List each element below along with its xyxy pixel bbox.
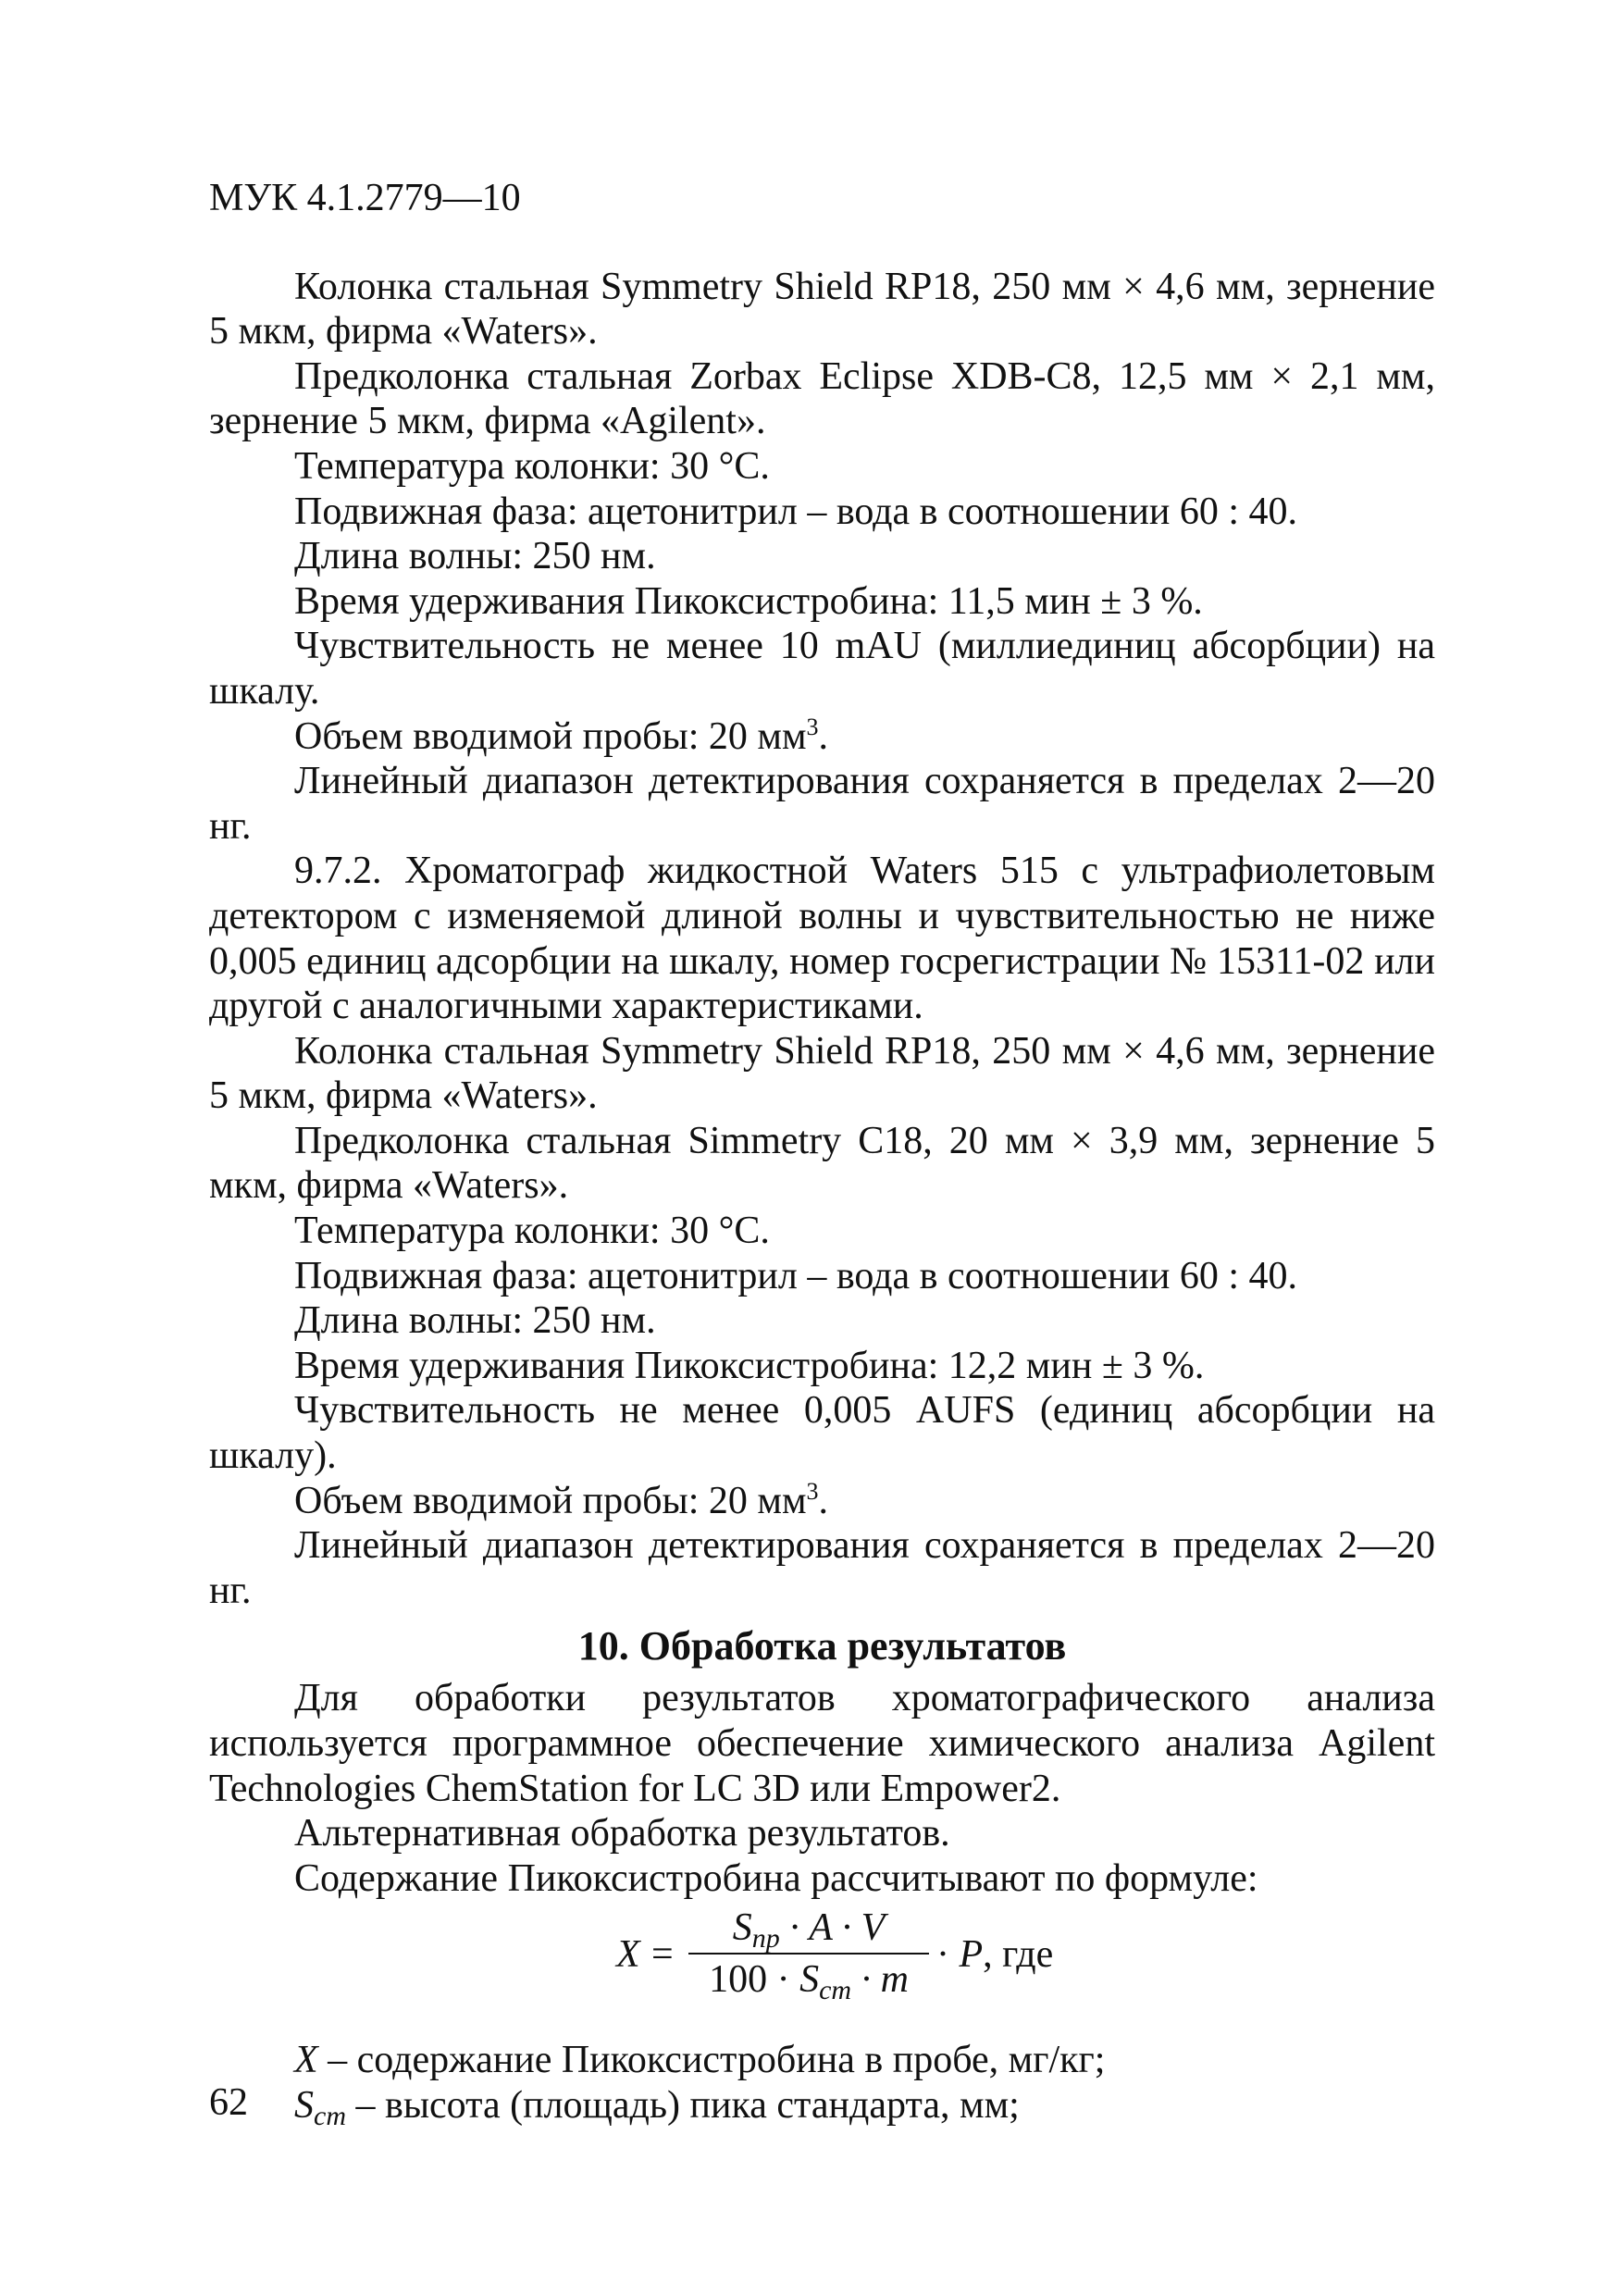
volume-1-period: . xyxy=(818,714,829,758)
volume-2-sup: 3 xyxy=(806,1477,819,1505)
volume-2-text: Объем вводимой пробы: 20 мм xyxy=(294,1479,807,1522)
definition-s-text: – высота (площадь) пика стандарта, мм; xyxy=(345,2083,1020,2127)
paragraph-software: Для обработки результатов хроматографического анализа используется программное обеспечение химического анализа Agilent Technologies ChemStation for LC 3D или Empower2. xyxy=(209,1677,1435,1810)
formula-fraction-bar xyxy=(688,1953,929,1955)
formula-tail-dot: · xyxy=(936,1933,960,1977)
paragraph-alternative: Альтернативная обработка результатов. xyxy=(294,1812,950,1855)
paragraph-sensitivity-2: Чувствительность не менее 0,005 AUFS (единиц абсорбции на шкалу). xyxy=(209,1389,1435,1478)
paragraph-formula-intro: Содержание Пикоксистробина рассчитывают по формуле: xyxy=(294,1856,1258,1900)
paragraph-temperature-2: Температура колонки: 30 °С. xyxy=(294,1210,770,1253)
formula-equals: = xyxy=(651,1933,674,1977)
formula-tail-p: P xyxy=(959,1933,984,1977)
formula-denominator xyxy=(688,1956,929,2006)
paragraph-retention-2: Время удерживания Пикоксистробина: 12,2 мин ± 3 %. xyxy=(294,1344,1205,1387)
formula-tail xyxy=(936,1932,1053,1978)
paragraph-column-1: Колонка стальная Symmetry Shield RP18, 250 мм × 4,6 мм, зернение 5 мкм, фирма «Waters». xyxy=(209,265,1435,354)
definition-s-st xyxy=(209,2083,1435,2131)
paragraph-chromatograph: 9.7.2. Хроматограф жидкостной Waters 515 с ультрафиолетовым детектором с изменяемой длиной волны и чувствительностью не ниже 0,005 единиц адсорбции на шкалу, номер госрегистрации № 15311-02 или другой с аналогичными характеристиками. xyxy=(209,850,1435,1028)
paragraph-wavelength-2: Длина волны: 250 нм. xyxy=(294,1299,656,1343)
paragraph-volume-1 xyxy=(209,714,1435,760)
definition-x-symbol: X xyxy=(294,2039,318,2082)
formula-den-pre: 100 · xyxy=(709,1958,800,2002)
paragraph-wavelength-1: Длина волны: 250 нм. xyxy=(294,535,656,578)
paragraph-temperature-1: Температура колонки: 30 °С. xyxy=(294,444,770,488)
paragraph-mobile-phase-2: Подвижная фаза: ацетонитрил – вода в соотношении 60 : 40. xyxy=(294,1254,1298,1297)
volume-1-sup: 3 xyxy=(806,713,819,740)
definition-x-text: – содержание Пикоксистробина в пробе, мг/кг; xyxy=(317,2039,1106,2082)
section-heading: 10. Обработка результатов xyxy=(577,1623,1067,1669)
definition-s-symbol: S xyxy=(294,2083,314,2127)
formula-den-rest: · m xyxy=(851,1958,909,2002)
formula-num-s: S xyxy=(732,1906,752,1950)
formula-den-s: S xyxy=(799,1958,820,2002)
formula-num-sub: пр xyxy=(751,1923,780,1955)
page-number: 62 xyxy=(209,2081,248,2124)
paragraph-volume-2 xyxy=(209,1479,1435,1524)
paragraph-precolumn-1: Предколонка стальная Zorbax Eclipse XDB-C8, 12,5 мм × 2,1 мм, зернение 5 мкм, фирма «Agilent». xyxy=(209,354,1435,443)
formula-num-rest: · A · V xyxy=(779,1906,886,1950)
formula-tail-word: , где xyxy=(983,1933,1054,1977)
document-page xyxy=(209,176,1435,2131)
volume-2-period: . xyxy=(818,1479,829,1522)
paragraph-linear-range-2: Линейный диапазон детектирования сохраняется в пределах 2—20 нг. xyxy=(209,1524,1435,1612)
paragraph-retention-1: Время удерживания Пикоксистробина: 11,5 мин ± 3 %. xyxy=(294,579,1203,623)
paragraph-linear-range-1: Линейный диапазон детектирования сохраняется в пределах 2—20 нг. xyxy=(209,760,1435,848)
definition-s-sub: ст xyxy=(314,2100,346,2131)
paragraph-mobile-phase-1: Подвижная фаза: ацетонитрил – вода в соотношении 60 : 40. xyxy=(294,490,1298,533)
paragraph-sensitivity-1: Чувствительность не менее 10 mAU (миллиединиц абсорбции) на шкалу. xyxy=(209,625,1435,713)
formula-den-sub: ст xyxy=(819,1975,852,2006)
paragraph-column-2: Колонка стальная Symmetry Shield RP18, 250 мм × 4,6 мм, зернение 5 мкм, фирма «Waters». xyxy=(209,1029,1435,1118)
formula-lhs: X xyxy=(616,1933,640,1977)
formula-numerator xyxy=(688,1905,929,1955)
formula-fraction xyxy=(688,1905,929,2006)
document-code-header: МУК 4.1.2779—10 xyxy=(209,177,521,219)
volume-1-text: Объем вводимой пробы: 20 мм xyxy=(294,714,807,758)
formula xyxy=(209,1905,1435,2006)
definition-x xyxy=(209,2038,1435,2083)
paragraph-precolumn-2: Предколонка стальная Simmetry C18, 20 мм × 3,9 мм, зернение 5 мкм, фирма «Waters». xyxy=(209,1119,1435,1208)
